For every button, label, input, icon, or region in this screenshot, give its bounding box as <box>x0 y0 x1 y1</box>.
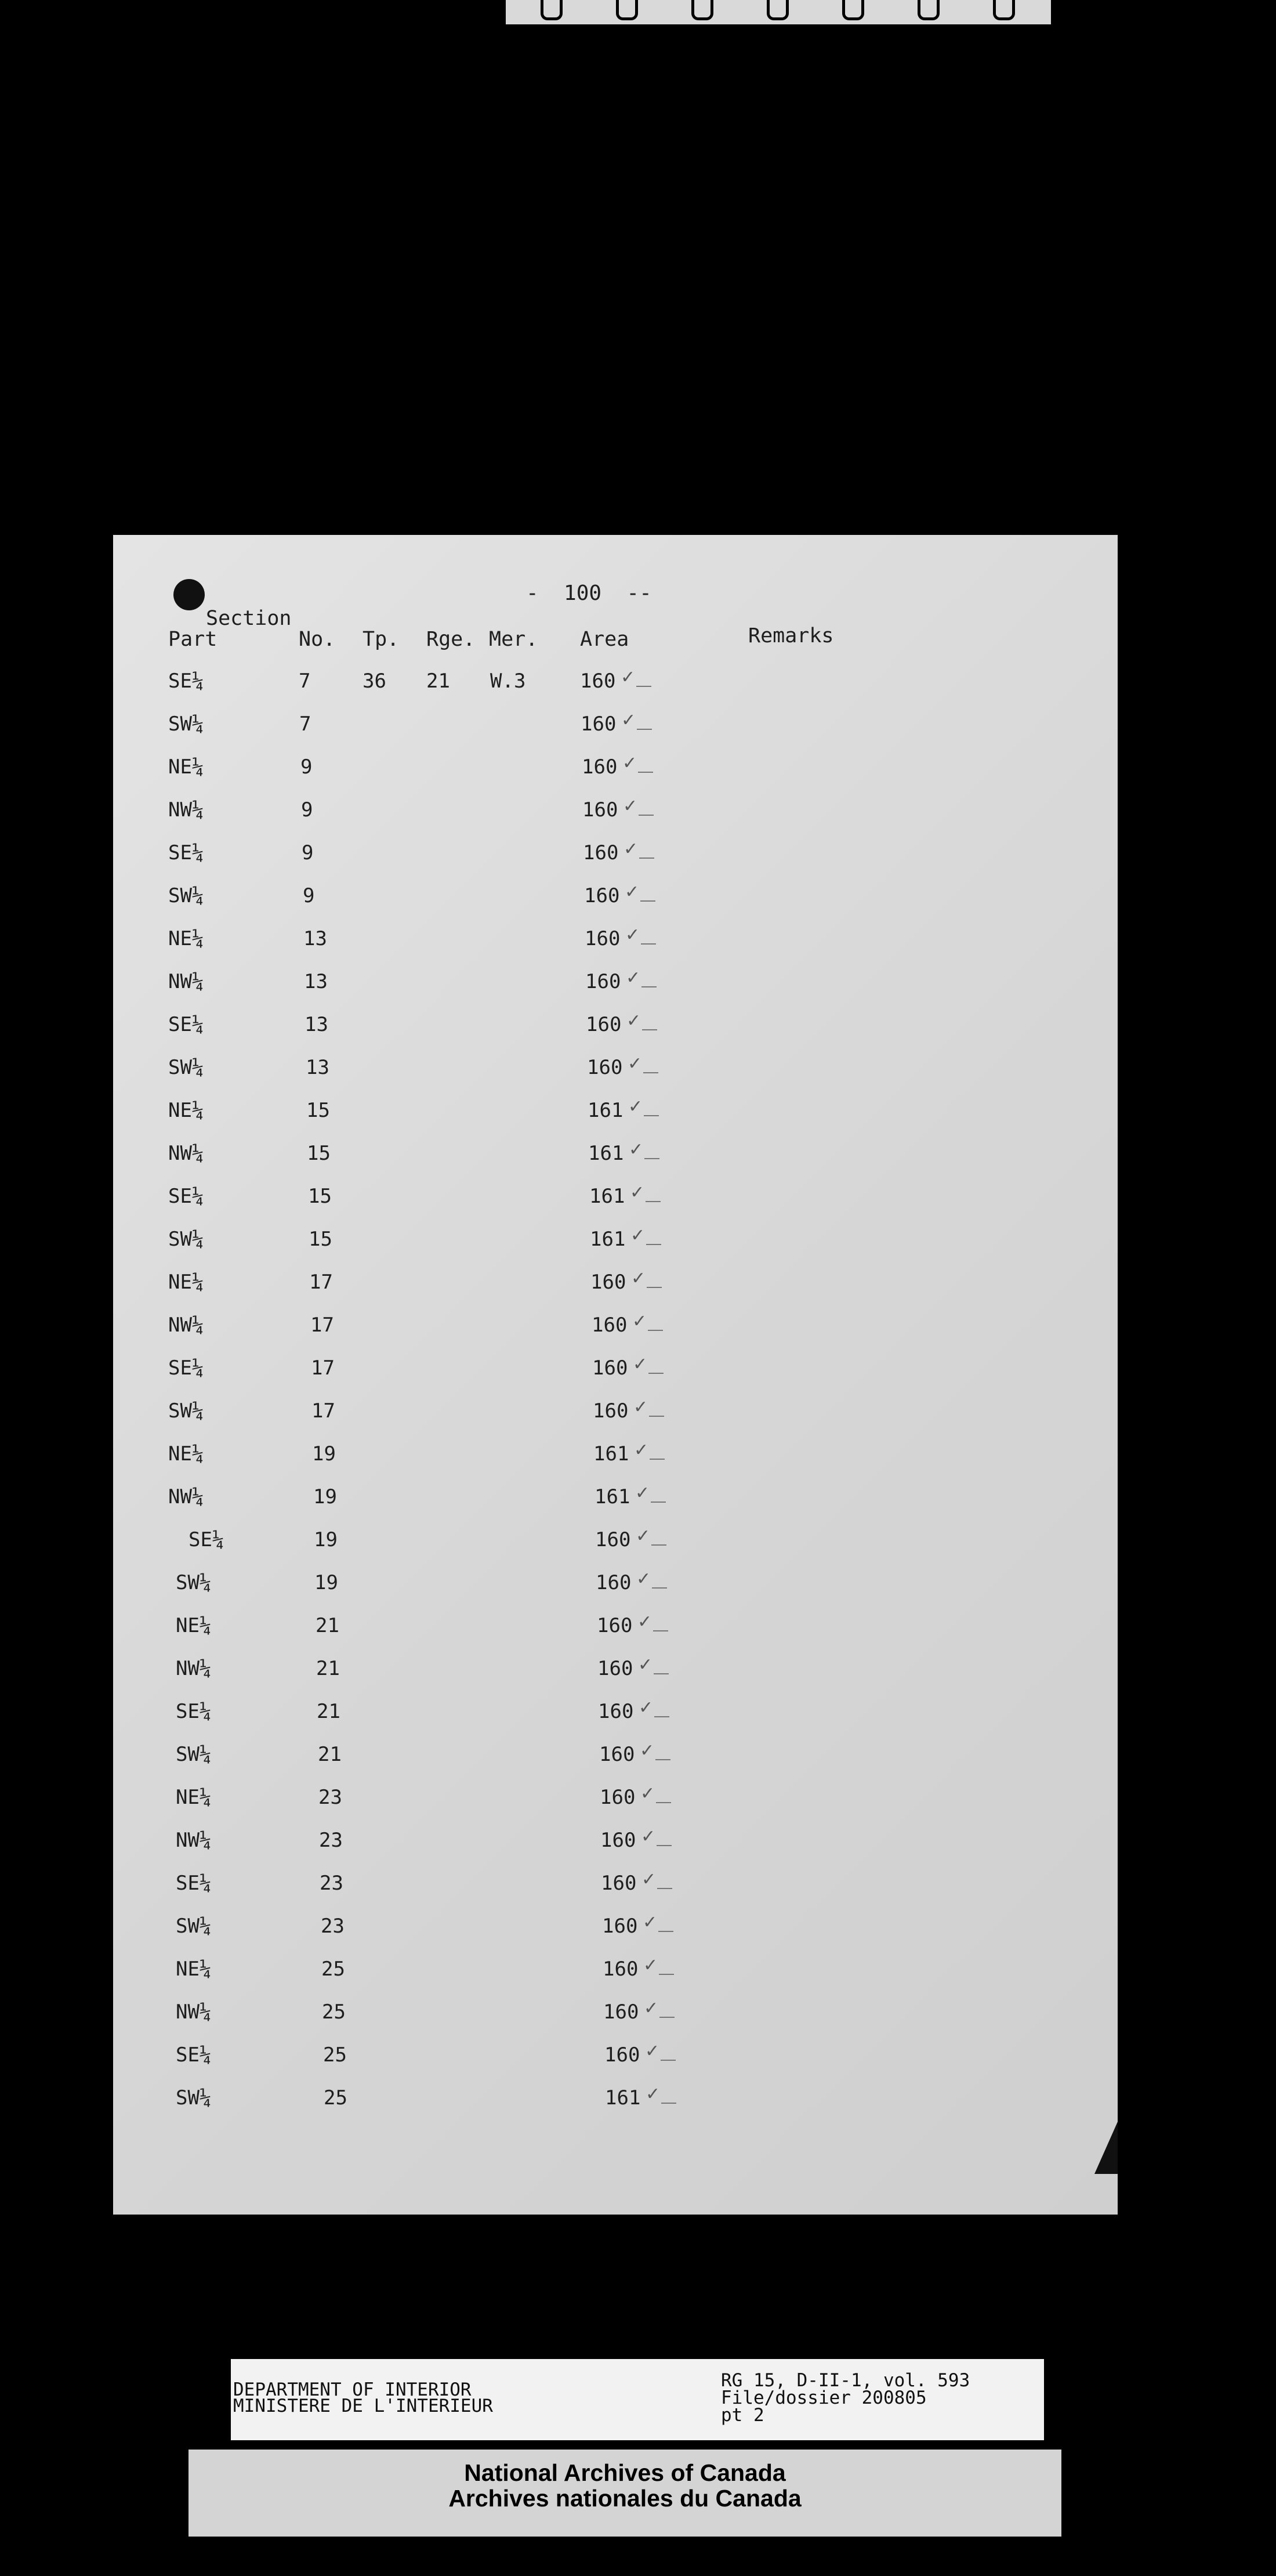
area-cell: 160 <box>586 1013 622 1036</box>
part-cell: SE¼ <box>168 841 204 864</box>
section-no-cell: 21 <box>316 1657 340 1680</box>
section-no-cell: 17 <box>309 1271 333 1294</box>
part-cell: SW¼ <box>168 884 204 907</box>
tick-underline <box>643 1072 658 1073</box>
tick-underline <box>644 1115 659 1116</box>
check-mark-icon: ✓ <box>628 1054 643 1074</box>
area-cell: 160 <box>597 1657 633 1680</box>
first-row-tp: 36 <box>362 670 386 693</box>
film-hole <box>767 0 789 20</box>
check-mark-icon: ✓ <box>644 1998 659 2018</box>
tick-underline <box>651 1544 666 1546</box>
footer-label <box>231 2359 1044 2440</box>
area-cell: 160 <box>597 1614 633 1637</box>
tick-underline <box>648 1373 664 1374</box>
section-no-cell: 15 <box>308 1185 332 1208</box>
part-cell: SE¼ <box>168 1013 204 1036</box>
tick-underline <box>646 1201 661 1202</box>
check-mark-icon: ✓ <box>634 1440 649 1460</box>
part-cell: NE¼ <box>168 927 204 950</box>
section-no-cell: 17 <box>310 1314 334 1337</box>
check-mark-icon: ✓ <box>625 882 640 902</box>
area-cell: 160 <box>581 712 617 736</box>
area-cell: 160 <box>583 841 619 864</box>
check-mark-icon: ✓ <box>636 1526 651 1546</box>
film-hole <box>993 0 1015 20</box>
header-part: Part <box>168 628 217 651</box>
part-cell: SE¼ <box>176 1700 212 1723</box>
check-mark-icon: ✓ <box>635 1483 650 1503</box>
check-mark-icon: ✓ <box>633 1397 648 1417</box>
check-mark-icon: ✓ <box>633 1354 648 1374</box>
area-cell: 160 <box>603 2000 639 2024</box>
tick-underline <box>648 1330 663 1331</box>
area-cell: 161 <box>588 1099 624 1122</box>
check-mark-icon: ✓ <box>643 1955 658 1976</box>
part-cell: NE¼ <box>168 1099 204 1122</box>
tick-underline <box>661 2103 676 2104</box>
ref-line-1: RG 15, D-II-1, vol. 593 <box>721 2370 970 2391</box>
section-no-cell: 13 <box>304 970 328 993</box>
section-no-cell: 19 <box>314 1528 338 1551</box>
check-mark-icon: ✓ <box>626 968 641 988</box>
tick-underline <box>654 1673 669 1674</box>
tick-underline <box>644 1158 659 1159</box>
dept-french: MINISTERE DE L'INTERIEUR <box>233 2396 493 2416</box>
area-cell: 160 <box>585 927 621 950</box>
section-no-cell: 19 <box>312 1442 336 1466</box>
area-cell: 160 <box>600 1786 636 1809</box>
part-cell: SW¼ <box>176 2086 212 2110</box>
part-cell: NW¼ <box>168 1314 204 1337</box>
tick-underline <box>659 1974 674 1975</box>
archives-name-english: National Archives of Canada <box>464 2459 786 2486</box>
part-cell: SE¼ <box>168 1185 204 1208</box>
check-mark-icon: ✓ <box>645 2041 660 2061</box>
tick-underline <box>641 943 656 945</box>
tick-underline <box>646 1244 661 1245</box>
area-cell: 160 <box>593 1399 629 1423</box>
section-no-cell: 21 <box>318 1743 342 1766</box>
part-cell: SE¼ <box>176 1872 212 1895</box>
tick-underline <box>658 1931 673 1932</box>
section-no-cell: 23 <box>320 1872 343 1895</box>
check-mark-icon: ✓ <box>630 1182 645 1203</box>
section-no-cell: 23 <box>319 1829 343 1852</box>
area-cell: 160 <box>600 1829 636 1852</box>
tick-underline <box>656 1802 671 1803</box>
check-mark-icon: ✓ <box>640 1741 655 1761</box>
area-cell: 160 <box>599 1743 635 1766</box>
area-cell: 161 <box>590 1228 626 1251</box>
ref-line-2: File/dossier 200805 <box>721 2387 927 2408</box>
part-cell: SW¼ <box>168 712 204 736</box>
archives-banner <box>188 2450 1061 2537</box>
film-hole <box>616 0 638 20</box>
section-no-cell: 25 <box>323 2043 347 2067</box>
ink-blot <box>173 579 205 610</box>
section-no-cell: 9 <box>300 755 313 779</box>
check-mark-icon: ✓ <box>638 1655 653 1675</box>
check-mark-icon: ✓ <box>631 1268 646 1289</box>
part-cell: NE¼ <box>168 755 204 779</box>
part-cell: NW¼ <box>168 1485 204 1508</box>
tick-underline <box>650 1459 665 1460</box>
part-cell: SW¼ <box>168 1228 204 1251</box>
check-mark-icon: ✓ <box>630 1225 646 1246</box>
part-cell: SW¼ <box>176 1915 212 1938</box>
part-cell: SE¼ <box>168 670 204 693</box>
area-cell: 161 <box>605 2086 641 2110</box>
check-mark-icon: ✓ <box>628 1097 643 1117</box>
part-cell: SW¼ <box>168 1056 204 1079</box>
area-cell: 160 <box>603 1958 639 1981</box>
part-cell: SE¼ <box>176 2043 212 2067</box>
part-cell: SW¼ <box>176 1571 212 1594</box>
part-cell: NE¼ <box>168 1442 204 1466</box>
section-no-cell: 17 <box>311 1399 335 1423</box>
section-no-cell: 9 <box>302 841 314 864</box>
section-no-cell: 25 <box>322 2000 346 2024</box>
area-cell: 161 <box>594 1485 630 1508</box>
header-rge: Rge. <box>426 628 476 651</box>
tick-underline <box>657 1888 672 1889</box>
area-cell: 160 <box>585 970 621 993</box>
section-no-cell: 19 <box>313 1485 337 1508</box>
ref-line-3: pt 2 <box>721 2405 764 2426</box>
check-mark-icon: ✓ <box>643 1912 658 1933</box>
archives-name-french: Archives nationales du Canada <box>448 2485 802 2512</box>
tick-underline <box>653 1630 668 1631</box>
area-cell: 161 <box>588 1142 624 1165</box>
part-cell: NE¼ <box>176 1786 212 1809</box>
area-cell: 160 <box>584 884 620 907</box>
section-no-cell: 7 <box>299 712 311 736</box>
tick-underline <box>652 1587 667 1589</box>
section-no-cell: 13 <box>306 1056 329 1079</box>
area-cell: 160 <box>580 670 616 693</box>
section-no-cell: 7 <box>299 670 311 693</box>
tick-underline <box>640 900 655 902</box>
check-mark-icon: ✓ <box>629 1139 644 1160</box>
tick-underline <box>655 1759 670 1760</box>
check-mark-icon: ✓ <box>636 1569 651 1589</box>
tick-underline <box>641 986 657 987</box>
first-row-mer: W.3 <box>490 670 526 693</box>
check-mark-icon: ✓ <box>641 1869 657 1890</box>
tick-underline <box>661 2060 676 2061</box>
section-no-cell: 21 <box>316 1614 339 1637</box>
section-no-cell: 9 <box>301 798 313 822</box>
check-mark-icon: ✓ <box>626 1011 641 1031</box>
part-cell: NE¼ <box>176 1958 212 1981</box>
section-no-cell: 17 <box>311 1356 335 1380</box>
check-mark-icon: ✓ <box>622 753 637 773</box>
tick-underline <box>654 1716 669 1717</box>
part-cell: NW¼ <box>168 1142 204 1165</box>
area-cell: 160 <box>590 1271 626 1294</box>
check-mark-icon: ✓ <box>637 1612 652 1632</box>
section-no-cell: 15 <box>307 1142 331 1165</box>
page-number: - 100 -- <box>526 581 652 605</box>
section-no-cell: 13 <box>303 927 327 950</box>
tick-underline <box>639 815 654 816</box>
area-cell: 160 <box>592 1356 628 1380</box>
film-hole <box>691 0 713 20</box>
part-cell: SE¼ <box>168 1356 204 1380</box>
film-strip-top <box>506 0 1051 24</box>
area-cell: 160 <box>601 1872 637 1895</box>
tick-underline <box>657 1845 672 1846</box>
film-hole <box>918 0 940 20</box>
area-cell: 160 <box>602 1915 638 1938</box>
header-remarks: Remarks <box>748 624 834 647</box>
page-corner <box>1094 2122 1118 2174</box>
check-mark-icon: ✓ <box>632 1311 647 1332</box>
check-mark-icon: ✓ <box>641 1826 656 1847</box>
tick-underline <box>659 2017 675 2018</box>
part-cell: NW¼ <box>176 1657 212 1680</box>
area-cell: 160 <box>592 1314 628 1337</box>
part-cell: NW¼ <box>176 1829 212 1852</box>
tick-underline <box>636 686 651 687</box>
part-cell: NE¼ <box>168 1271 204 1294</box>
area-cell: 160 <box>604 2043 640 2067</box>
area-cell: 161 <box>589 1185 625 1208</box>
film-hole <box>541 0 563 20</box>
section-no-cell: 25 <box>321 1958 345 1981</box>
part-cell: SW¼ <box>176 1743 212 1766</box>
section-no-cell: 23 <box>318 1786 342 1809</box>
part-cell: SW¼ <box>168 1399 204 1423</box>
check-mark-icon: ✓ <box>621 710 636 730</box>
header-no: No. <box>299 628 336 651</box>
part-cell: SE¼ <box>188 1528 224 1551</box>
section-no-cell: 21 <box>317 1700 340 1723</box>
header-area: Area <box>580 628 629 651</box>
check-mark-icon: ✓ <box>639 1698 654 1718</box>
tick-underline <box>639 858 654 859</box>
tick-underline <box>651 1502 666 1503</box>
part-cell: NW¼ <box>176 2000 212 2024</box>
area-cell: 160 <box>582 755 618 779</box>
tick-underline <box>649 1416 664 1417</box>
section-no-cell: 15 <box>309 1228 332 1251</box>
section-no-cell: 13 <box>304 1013 328 1036</box>
area-cell: 161 <box>593 1442 629 1466</box>
part-cell: NW¼ <box>168 970 204 993</box>
check-mark-icon: ✓ <box>621 667 636 688</box>
tick-underline <box>647 1287 662 1288</box>
check-mark-icon: ✓ <box>624 839 639 859</box>
area-cell: 160 <box>582 798 618 822</box>
area-cell: 160 <box>598 1700 634 1723</box>
part-cell: NW¼ <box>168 798 204 822</box>
section-no-cell: 23 <box>321 1915 345 1938</box>
area-cell: 160 <box>587 1056 623 1079</box>
check-mark-icon: ✓ <box>625 925 640 945</box>
section-no-cell: 9 <box>303 884 315 907</box>
check-mark-icon: ✓ <box>646 2084 661 2104</box>
film-hole <box>842 0 864 20</box>
header-tp: Tp. <box>362 628 400 651</box>
header-section: Section <box>206 607 292 630</box>
area-cell: 160 <box>595 1528 631 1551</box>
first-row-rge: 21 <box>426 670 450 693</box>
area-cell: 160 <box>596 1571 632 1594</box>
check-mark-icon: ✓ <box>623 796 638 816</box>
tick-underline <box>637 729 652 730</box>
dept-english: DEPARTMENT OF INTERIOR <box>233 2379 472 2400</box>
document-page <box>113 535 1118 2215</box>
tick-underline <box>642 1029 657 1030</box>
section-no-cell: 15 <box>306 1099 330 1122</box>
check-mark-icon: ✓ <box>640 1783 655 1804</box>
header-mer: Mer. <box>489 628 538 651</box>
part-cell: NE¼ <box>176 1614 212 1637</box>
section-no-cell: 19 <box>314 1571 338 1594</box>
tick-underline <box>638 772 653 773</box>
section-no-cell: 25 <box>324 2086 347 2110</box>
